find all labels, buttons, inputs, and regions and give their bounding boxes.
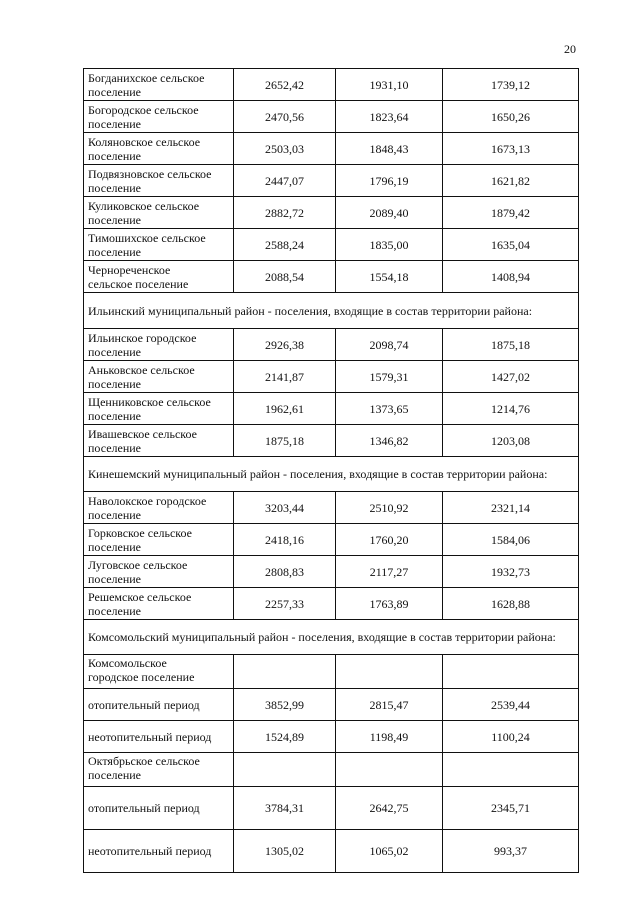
value-cell-2: 1763,89: [336, 588, 443, 620]
value-cell-2: 2117,27: [336, 556, 443, 588]
value-cell-3: 1584,06: [443, 524, 579, 556]
value-cell-1: 1305,02: [234, 830, 336, 873]
table-row: [84, 133, 579, 165]
section-row: [84, 457, 579, 492]
value-cell-3: 1203,08: [443, 425, 579, 457]
settlement-name-cell: Куликовское сельское поселение: [84, 197, 234, 229]
value-cell-1: 2447,07: [234, 165, 336, 197]
value-cell-1: 2503,03: [234, 133, 336, 165]
table-row: [84, 787, 579, 830]
settlement-name-cell: неотопительный период: [84, 830, 234, 873]
table-row: [84, 361, 579, 393]
value-cell-3: 1650,26: [443, 101, 579, 133]
table-row: [84, 329, 579, 361]
value-cell-2: 1823,64: [336, 101, 443, 133]
value-cell-3: 1408,94: [443, 261, 579, 293]
value-cell-3: 1100,24: [443, 721, 579, 753]
value-cell-3: 993,37: [443, 830, 579, 873]
value-cell-1: 2141,87: [234, 361, 336, 393]
value-cell-2: 1931,10: [336, 69, 443, 101]
value-cell-2: 1835,00: [336, 229, 443, 261]
value-cell-1: [234, 753, 336, 787]
value-cell-3: 2539,44: [443, 689, 579, 721]
settlement-subhead-row: [84, 655, 579, 689]
value-cell-1: 2926,38: [234, 329, 336, 361]
value-cell-2: 1848,43: [336, 133, 443, 165]
page-number: 20: [564, 42, 576, 56]
value-cell-2: 1760,20: [336, 524, 443, 556]
settlement-name-cell: Богданихское сельское поселение: [84, 69, 234, 101]
value-cell-2: 1579,31: [336, 361, 443, 393]
settlement-name-cell: Аньковское сельское поселение: [84, 361, 234, 393]
settlement-name-cell: Ильинское городское поселение: [84, 329, 234, 361]
value-cell-3: 1621,82: [443, 165, 579, 197]
table-row: [84, 524, 579, 556]
table-row: [84, 197, 579, 229]
value-cell-1: 2588,24: [234, 229, 336, 261]
value-cell-3: 1214,76: [443, 393, 579, 425]
value-cell-1: 2470,56: [234, 101, 336, 133]
settlement-name-cell: отопительный период: [84, 787, 234, 830]
table-row: [84, 165, 579, 197]
section-row: [84, 293, 579, 329]
value-cell-1: 2882,72: [234, 197, 336, 229]
settlement-name-cell: Богородское сельское поселение: [84, 101, 234, 133]
settlement-name-cell: Луговское сельское поселение: [84, 556, 234, 588]
value-cell-1: 3784,31: [234, 787, 336, 830]
value-cell-2: 2089,40: [336, 197, 443, 229]
value-cell-2: [336, 753, 443, 787]
section-heading: Кинешемский муниципальный район - поселения, входящие в состав территории района:: [84, 457, 579, 492]
settlement-name-cell: Чернореченское сельское поселение: [84, 261, 234, 293]
value-cell-1: 2652,42: [234, 69, 336, 101]
value-cell-3: 1635,04: [443, 229, 579, 261]
table-body: [84, 69, 579, 873]
tariff-table: [83, 68, 579, 873]
settlement-name-cell: Горковское сельское поселение: [84, 524, 234, 556]
value-cell-3: [443, 753, 579, 787]
value-cell-2: 1346,82: [336, 425, 443, 457]
value-cell-2: 1796,19: [336, 165, 443, 197]
value-cell-3: 1875,18: [443, 329, 579, 361]
value-cell-3: 1628,88: [443, 588, 579, 620]
section-heading: Комсомольский муниципальный район - поселения, входящие в состав территории района:: [84, 620, 579, 655]
section-row: [84, 620, 579, 655]
settlement-name-cell: Комсомольское городское поселение: [84, 655, 234, 689]
value-cell-3: 2345,71: [443, 787, 579, 830]
table-row: [84, 425, 579, 457]
table-row: [84, 830, 579, 873]
table-row: [84, 393, 579, 425]
value-cell-3: 1427,02: [443, 361, 579, 393]
value-cell-2: 2510,92: [336, 492, 443, 524]
value-cell-3: 2321,14: [443, 492, 579, 524]
section-heading: Ильинский муниципальный район - поселения, входящие в состав территории района:: [84, 293, 579, 329]
value-cell-1: 3852,99: [234, 689, 336, 721]
settlement-name-cell: Октябрьское сельское поселение: [84, 753, 234, 787]
value-cell-1: 1875,18: [234, 425, 336, 457]
value-cell-1: 2808,83: [234, 556, 336, 588]
value-cell-2: 1554,18: [336, 261, 443, 293]
settlement-subhead-row: [84, 753, 579, 787]
value-cell-2: 1065,02: [336, 830, 443, 873]
value-cell-1: 3203,44: [234, 492, 336, 524]
table-row: [84, 101, 579, 133]
table-row: [84, 229, 579, 261]
value-cell-3: 1932,73: [443, 556, 579, 588]
settlement-name-cell: Тимошихское сельское поселение: [84, 229, 234, 261]
table-row: [84, 556, 579, 588]
table-row: [84, 492, 579, 524]
value-cell-1: 2257,33: [234, 588, 336, 620]
value-cell-3: 1739,12: [443, 69, 579, 101]
value-cell-3: 1879,42: [443, 197, 579, 229]
value-cell-1: 2088,54: [234, 261, 336, 293]
table-row: [84, 689, 579, 721]
value-cell-2: 1373,65: [336, 393, 443, 425]
settlement-name-cell: Подвязновское сельское поселение: [84, 165, 234, 197]
settlement-name-cell: Коляновское сельское поселение: [84, 133, 234, 165]
settlement-name-cell: Щенниковское сельское поселение: [84, 393, 234, 425]
settlement-name-cell: Ивашевское сельское поселение: [84, 425, 234, 457]
table-row: [84, 721, 579, 753]
value-cell-2: [336, 655, 443, 689]
value-cell-1: 1962,61: [234, 393, 336, 425]
settlement-name-cell: Наволокское городское поселение: [84, 492, 234, 524]
settlement-name-cell: Решемское сельское поселение: [84, 588, 234, 620]
value-cell-3: [443, 655, 579, 689]
value-cell-1: 2418,16: [234, 524, 336, 556]
value-cell-2: 2642,75: [336, 787, 443, 830]
value-cell-1: [234, 655, 336, 689]
settlement-name-cell: неотопительный период: [84, 721, 234, 753]
table-row: [84, 588, 579, 620]
settlement-name-cell: отопительный период: [84, 689, 234, 721]
table-row: [84, 69, 579, 101]
value-cell-2: 1198,49: [336, 721, 443, 753]
value-cell-2: 2098,74: [336, 329, 443, 361]
value-cell-3: 1673,13: [443, 133, 579, 165]
table-row: [84, 261, 579, 293]
value-cell-2: 2815,47: [336, 689, 443, 721]
value-cell-1: 1524,89: [234, 721, 336, 753]
